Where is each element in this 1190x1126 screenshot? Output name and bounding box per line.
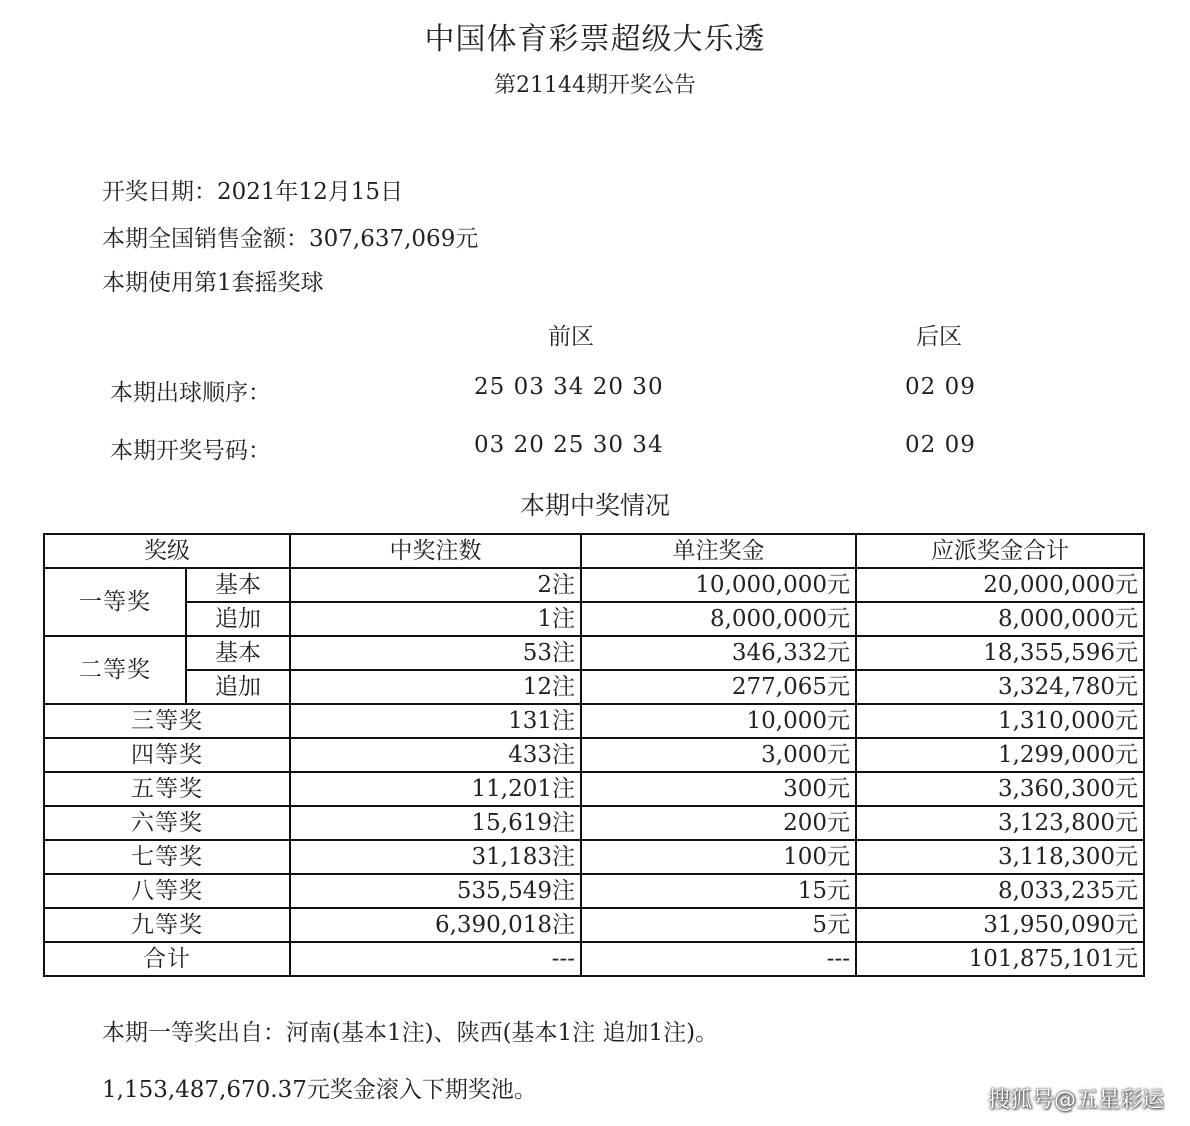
rollover-amount: 1,153,487,670.37元奖金滚入下期奖池。: [102, 1077, 537, 1103]
total-prize: 3,118,300元: [856, 840, 1144, 874]
table-row: [44, 670, 1144, 704]
unit-prize: 100元: [581, 840, 856, 874]
unit-prize: 5元: [581, 908, 856, 942]
unit-prize: 277,065元: [581, 670, 856, 704]
back-zone-label: 后区: [916, 324, 962, 350]
table-row: [44, 602, 1144, 636]
table-row: [44, 806, 1144, 840]
bet-type: 追加: [186, 670, 290, 704]
unit-prize: ---: [581, 942, 856, 976]
unit-prize: 200元: [581, 806, 856, 840]
winning-count: 2注: [290, 568, 581, 602]
total-prize: 3,324,780元: [856, 670, 1144, 704]
unit-prize: 3,000元: [581, 738, 856, 772]
header-total-prize: 应派奖金合计: [856, 534, 1144, 568]
total-prize: 3,360,300元: [856, 772, 1144, 806]
draw-order-back: 02 09: [905, 374, 976, 400]
unit-prize: 8,000,000元: [581, 602, 856, 636]
table-row: [44, 568, 1144, 602]
winning-numbers-front: 03 20 25 30 34: [474, 432, 664, 458]
unit-prize: 300元: [581, 772, 856, 806]
total-prize: 18,355,596元: [856, 636, 1144, 670]
winning-count: ---: [290, 942, 581, 976]
total-prize: 1,299,000元: [856, 738, 1144, 772]
table-row-total: [44, 942, 1144, 976]
draw-issue-subtitle: 第21144期开奖公告: [494, 73, 696, 98]
table-row: [44, 704, 1144, 738]
page-title: 中国体育彩票超级大乐透: [424, 22, 766, 57]
header-level: 奖级: [44, 534, 290, 568]
prize-level: 二等奖: [44, 636, 186, 704]
table-row: [44, 874, 1144, 908]
ball-set-info: 本期使用第1套摇奖球: [102, 270, 324, 296]
total-prize: 8,033,235元: [856, 874, 1144, 908]
winning-count: 131注: [290, 704, 581, 738]
winning-numbers-back: 02 09: [905, 432, 976, 458]
winning-numbers-label: 本期开奖号码：: [110, 438, 271, 464]
prize-level: 四等奖: [44, 738, 290, 772]
winning-count: 1注: [290, 602, 581, 636]
unit-prize: 346,332元: [581, 636, 856, 670]
table-row: [44, 840, 1144, 874]
total-prize: 101,875,101元: [856, 942, 1144, 976]
winning-count: 31,183注: [290, 840, 581, 874]
winning-count: 11,201注: [290, 772, 581, 806]
winning-count: 15,619注: [290, 806, 581, 840]
header-count: 中奖注数: [290, 534, 581, 568]
bet-type: 基本: [186, 636, 290, 670]
winning-count: 53注: [290, 636, 581, 670]
total-prize: 31,950,090元: [856, 908, 1144, 942]
front-zone-label: 前区: [548, 324, 594, 350]
table-row: [44, 738, 1144, 772]
prize-level: 一等奖: [44, 568, 186, 636]
unit-prize: 10,000元: [581, 704, 856, 738]
bet-type: 追加: [186, 602, 290, 636]
table-row: [44, 908, 1144, 942]
unit-prize: 15元: [581, 874, 856, 908]
prize-level: 八等奖: [44, 874, 290, 908]
winning-count: 535,549注: [290, 874, 581, 908]
prize-table-header: [44, 534, 1144, 568]
draw-order-label: 本期出球顺序：: [110, 380, 271, 406]
header-unit-prize: 单注奖金: [581, 534, 856, 568]
watermark: 搜狐号@五星彩运: [987, 1088, 1164, 1113]
prize-level: 九等奖: [44, 908, 290, 942]
bet-type: 基本: [186, 568, 290, 602]
first-prize-origin: 本期一等奖出自：河南(基本1注)、陕西(基本1注 追加1注)。: [102, 1020, 719, 1046]
prize-level: 七等奖: [44, 840, 290, 874]
table-row: [44, 636, 1144, 670]
total-prize: 3,123,800元: [856, 806, 1144, 840]
winning-count: 6,390,018注: [290, 908, 581, 942]
total-prize: 1,310,000元: [856, 704, 1144, 738]
unit-prize: 10,000,000元: [581, 568, 856, 602]
prize-level: 五等奖: [44, 772, 290, 806]
total-prize: 8,000,000元: [856, 602, 1144, 636]
prize-section-title: 本期中奖情况: [519, 491, 670, 520]
draw-date: 开奖日期：2021年12月15日: [102, 179, 404, 205]
total-prize: 20,000,000元: [856, 568, 1144, 602]
prize-level: 六等奖: [44, 806, 290, 840]
prize-level: 合计: [44, 942, 290, 976]
sales-amount: 本期全国销售金额：307,637,069元: [102, 226, 479, 252]
prize-level: 三等奖: [44, 704, 290, 738]
draw-order-front: 25 03 34 20 30: [474, 374, 664, 400]
winning-count: 12注: [290, 670, 581, 704]
winning-count: 433注: [290, 738, 581, 772]
table-row: [44, 772, 1144, 806]
prize-table: [43, 533, 1145, 977]
